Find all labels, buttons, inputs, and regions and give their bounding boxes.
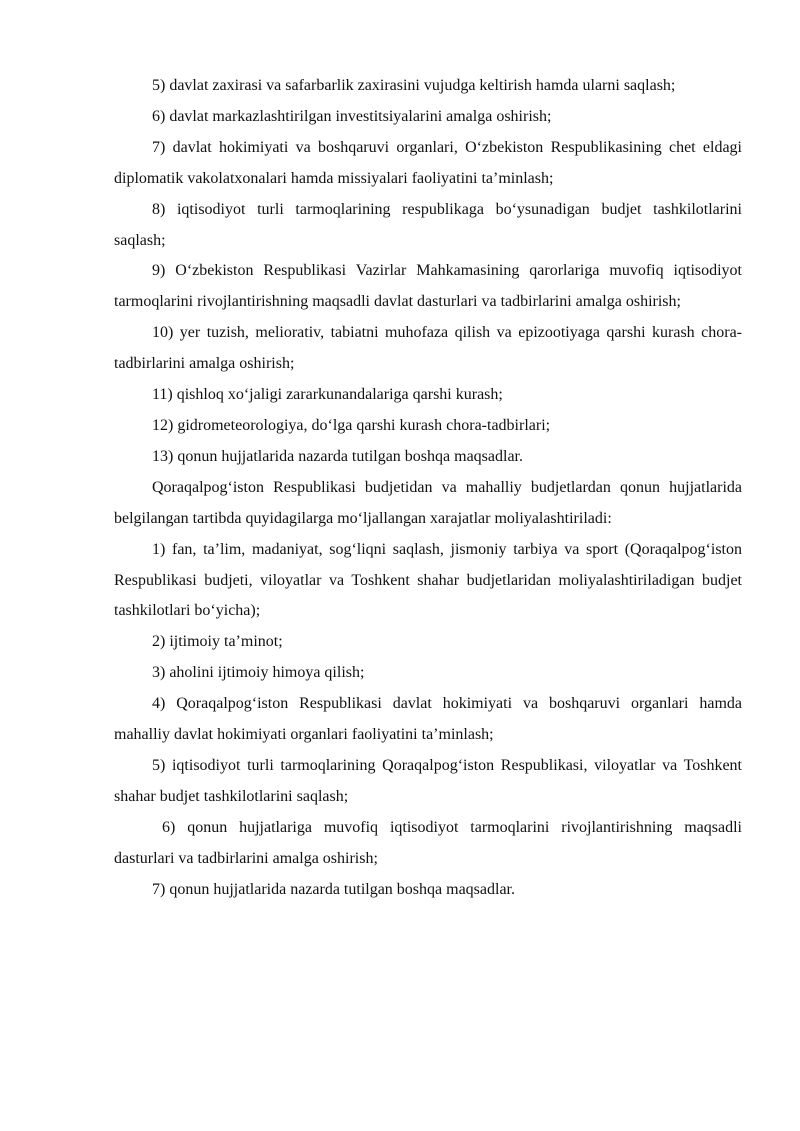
document-page bbox=[114, 71, 742, 905]
list-item-local-6: 6) qonun hujjatlariga muvofiq iqtisodiyot tarmoqlarini rivojlantirishning maqsadli dasturlari va tadbirlarini amalga oshirish; bbox=[114, 818, 742, 867]
list-item-local-7: 7) qonun hujjatlarida nazarda tutilgan boshqa maqsadlar. bbox=[152, 880, 515, 898]
list-item-national-7: 7) davlat hokimiyati va boshqaruvi organlari, O‘zbekiston Respublikasining chet eldagi diplomatik vakolatxonalari hamda missiyalari faoliyatini ta’minlash; bbox=[114, 138, 742, 187]
list-item-national-12: 12) gidrometeorologiya, do‘lga qarshi kurash chora-tadbirlari; bbox=[152, 416, 551, 434]
list-item-national-11: 11) qishloq xo‘jaligi zararkunandalariga qarshi kurash; bbox=[152, 386, 503, 404]
list-item-national-10: 10) yer tuzish, meliorativ, tabiatni muhofaza qilish va epizootiyaga qarshi kurash chora-tadbirlarini amalga oshirish; bbox=[114, 324, 742, 373]
list-item-local-3: 3) aholini ijtimoiy himoya qilish; bbox=[152, 664, 365, 682]
list-item-national-13: 13) qonun hujjatlarida nazarda tutilgan boshqa maqsadlar. bbox=[152, 447, 523, 465]
list-item-local-4: 4) Qoraqalpog‘iston Respublikasi davlat hokimiyati va boshqaruvi organlari hamda mahalliy davlat hokimiyati organlari faoliyatini ta’minlash; bbox=[114, 695, 742, 744]
list-item-national-9: 9) O‘zbekiston Respublikasi Vazirlar Mahkamasining qarorlariga muvofiq iqtisodiyot tarmoqlarini rivojlantirishning maqsadli davlat dasturlari va tadbirlarini amalga oshirish; bbox=[114, 262, 742, 311]
list-item-local-1: 1) fan, ta’lim, madaniyat, sog‘liqni saqlash, jismoniy tarbiya va sport (Qoraqalpog‘iston Respublikasi budjeti, viloyatlar va Toshkent shahar budjetlaridan moliyalashtiriladigan budjet tashkilotlari bo‘yicha); bbox=[114, 540, 742, 620]
list-item-national-5: 5) davlat zaxirasi va safarbarlik zaxirasini vujudga keltirish hamda ularni saqlash; bbox=[152, 77, 676, 94]
intro-paragraph-local-budgets: Qoraqalpog‘iston Respublikasi budjetidan va mahalliy budjetlardan qonun hujjatlarida belgilangan tartibda quyidagilarga mo‘ljallangan xarajatlar moliyalashtiriladi: bbox=[114, 478, 742, 527]
list-item-national-8: 8) iqtisodiyot turli tarmoqlarining respublikaga bo‘ysunadigan budjet tashkilotlarini saqlash; bbox=[114, 200, 742, 249]
list-item-national-6: 6) davlat markazlashtirilgan investitsiyalarini amalga oshirish; bbox=[152, 107, 552, 125]
list-item-local-2: 2) ijtimoiy ta’minot; bbox=[152, 633, 283, 651]
list-item-local-5: 5) iqtisodiyot turli tarmoqlarining Qoraqalpog‘iston Respublikasi, viloyatlar va Toshkent shahar budjet tashkilotlarini saqlash; bbox=[114, 756, 742, 805]
